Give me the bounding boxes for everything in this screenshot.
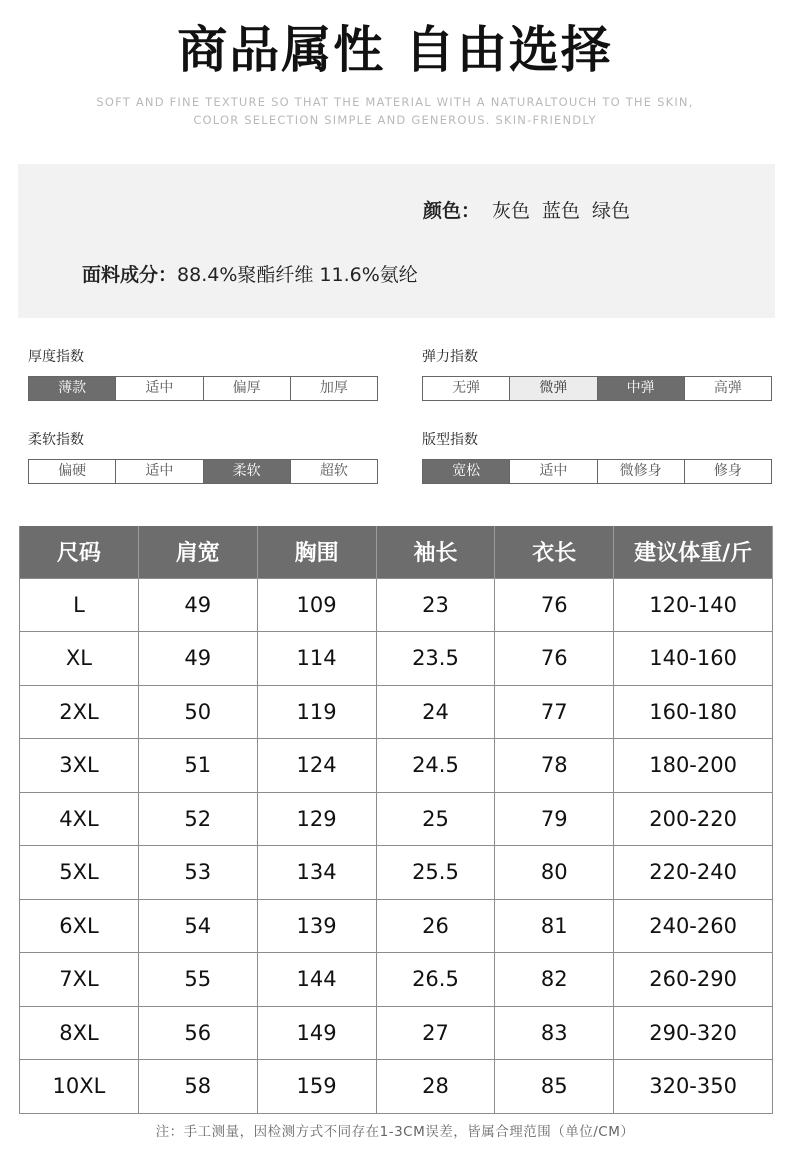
color-option-green: 绿色: [592, 200, 631, 222]
cell-shoulder: 54: [138, 899, 257, 953]
index-option: 高弹: [713, 380, 742, 396]
index-option: 偏硬: [29, 460, 116, 483]
table-header-row: [20, 526, 773, 578]
index-option-selected: 中弹: [598, 377, 685, 400]
index-option: 超软: [319, 463, 348, 479]
cell-length: 76: [495, 632, 614, 686]
size-table-body: [20, 578, 773, 1113]
color-row: [423, 198, 630, 224]
cell-size: 4XL: [20, 792, 139, 846]
cell-chest: 119: [257, 685, 376, 739]
cell-length: 80: [495, 846, 614, 900]
index-option: 无弹: [423, 377, 510, 400]
cell-chest: 114: [257, 632, 376, 686]
index-option: 偏厚: [204, 377, 291, 400]
page-title: 商品属性 自由选择: [177, 21, 613, 79]
index-scale: [422, 376, 772, 401]
table-row: [20, 792, 773, 846]
cell-size: 2XL: [20, 685, 139, 739]
cell-shoulder: 52: [138, 792, 257, 846]
cell-sleeve: 24: [376, 685, 495, 739]
cell-chest: 124: [257, 739, 376, 793]
cell-length: 77: [495, 685, 614, 739]
subtitle-line-1: SOFT AND FINE TEXTURE SO THAT THE MATERIAL WITH A NATURALTOUCH TO THE SKIN,: [96, 95, 694, 109]
column-header-size: 尺码: [20, 526, 139, 578]
index-title: 柔软指数: [28, 432, 84, 448]
cell-sleeve: 27: [376, 1006, 495, 1060]
fabric-value: 88.4%聚酯纤维 11.6%氨纶: [177, 264, 418, 286]
cell-shoulder: 49: [138, 632, 257, 686]
index-scale: [422, 459, 772, 484]
color-label: 颜色：: [423, 200, 481, 222]
size-table: [19, 526, 773, 1114]
table-row: [20, 953, 773, 1007]
cell-chest: 144: [257, 953, 376, 1007]
cell-size: 8XL: [20, 1006, 139, 1060]
cell-shoulder: 51: [138, 739, 257, 793]
index-option: 修身: [713, 463, 742, 479]
fabric-label: 面料成分：: [82, 264, 178, 286]
index-scale: [28, 376, 378, 401]
column-header-shoulder: 肩宽: [138, 526, 257, 578]
cell-length: 79: [495, 792, 614, 846]
cell-sleeve: 26: [376, 899, 495, 953]
cell-sleeve: 23: [376, 578, 495, 632]
cell-size: 5XL: [20, 846, 139, 900]
subtitle-line-2: COLOR SELECTION SIMPLE AND GENEROUS. SKIN-FRIENDLY: [193, 113, 597, 127]
index-option: 适中: [116, 460, 203, 483]
cell-sleeve: 24.5: [376, 739, 495, 793]
index-title: 弹力指数: [422, 349, 478, 365]
cell-chest: 134: [257, 846, 376, 900]
cell-weight: 120-140: [614, 578, 773, 632]
index-title: 厚度指数: [28, 349, 84, 365]
cell-weight: 200-220: [614, 792, 773, 846]
cell-length: 81: [495, 899, 614, 953]
cell-length: 78: [495, 739, 614, 793]
cell-shoulder: 49: [138, 578, 257, 632]
cell-size: 10XL: [20, 1060, 139, 1114]
cell-size: 3XL: [20, 739, 139, 793]
cell-shoulder: 55: [138, 953, 257, 1007]
cell-sleeve: 26.5: [376, 953, 495, 1007]
index-option: 适中: [116, 377, 203, 400]
fabric-row: [82, 262, 418, 288]
cell-chest: 149: [257, 1006, 376, 1060]
table-row: [20, 1006, 773, 1060]
thickness-index: [28, 347, 378, 401]
cell-weight: 160-180: [614, 685, 773, 739]
cell-length: 82: [495, 953, 614, 1007]
cell-weight: 240-260: [614, 899, 773, 953]
cell-sleeve: 25: [376, 792, 495, 846]
attributes-panel: [18, 164, 775, 318]
index-option-highlighted: 微弹: [510, 377, 597, 400]
cell-shoulder: 56: [138, 1006, 257, 1060]
cell-shoulder: 53: [138, 846, 257, 900]
softness-index: [28, 430, 378, 484]
index-scale: [28, 459, 378, 484]
cell-chest: 109: [257, 578, 376, 632]
index-option: 加厚: [319, 380, 348, 396]
column-header-weight: 建议体重/斤: [614, 526, 773, 578]
cell-weight: 320-350: [614, 1060, 773, 1114]
cell-weight: 180-200: [614, 739, 773, 793]
measurement-note: 注：手工测量，因检测方式不同存在1-3CM误差，皆属合理范围（单位/CM）: [155, 1124, 635, 1140]
index-option: 适中: [510, 460, 597, 483]
color-option-blue: 蓝色: [542, 200, 581, 222]
cell-size: XL: [20, 632, 139, 686]
table-row: [20, 632, 773, 686]
column-header-chest: 胸围: [257, 526, 376, 578]
cell-sleeve: 28: [376, 1060, 495, 1114]
table-row: [20, 739, 773, 793]
table-row: [20, 578, 773, 632]
cell-chest: 129: [257, 792, 376, 846]
table-row: [20, 846, 773, 900]
cell-size: 6XL: [20, 899, 139, 953]
index-option-selected: 柔软: [204, 460, 291, 483]
cell-length: 76: [495, 578, 614, 632]
color-option-gray: 灰色: [492, 200, 531, 222]
cell-size: 7XL: [20, 953, 139, 1007]
cell-chest: 139: [257, 899, 376, 953]
elasticity-index: [422, 347, 772, 401]
index-title: 版型指数: [422, 432, 478, 448]
index-option: 微修身: [598, 460, 685, 483]
index-option-selected: 宽松: [423, 460, 510, 483]
table-row: [20, 899, 773, 953]
cell-shoulder: 58: [138, 1060, 257, 1114]
cell-sleeve: 25.5: [376, 846, 495, 900]
table-row: [20, 685, 773, 739]
cell-weight: 290-320: [614, 1006, 773, 1060]
cell-chest: 159: [257, 1060, 376, 1114]
cell-weight: 260-290: [614, 953, 773, 1007]
cell-size: L: [20, 578, 139, 632]
cell-weight: 140-160: [614, 632, 773, 686]
index-option-selected: 薄款: [29, 377, 116, 400]
column-header-sleeve: 袖长: [376, 526, 495, 578]
cell-sleeve: 23.5: [376, 632, 495, 686]
fit-index: [422, 430, 772, 484]
cell-shoulder: 50: [138, 685, 257, 739]
cell-weight: 220-240: [614, 846, 773, 900]
column-header-length: 衣长: [495, 526, 614, 578]
cell-length: 85: [495, 1060, 614, 1114]
cell-length: 83: [495, 1006, 614, 1060]
table-row: [20, 1060, 773, 1114]
